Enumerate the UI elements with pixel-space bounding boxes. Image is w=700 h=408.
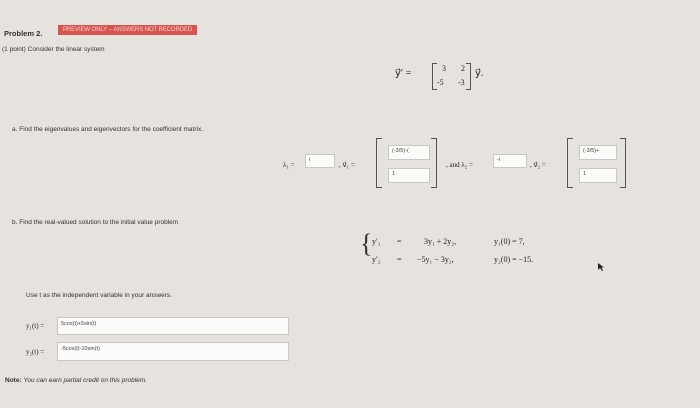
- matrix-a12: 2: [461, 64, 465, 73]
- system-brace: {: [360, 229, 373, 258]
- note-text: You can earn partial credit on this problem.: [23, 377, 147, 384]
- eq2-lhs: y′₂: [372, 255, 381, 264]
- lambda1-label: λ₁ =: [283, 161, 295, 169]
- and-lambda2-label: , and λ₂ =: [446, 161, 473, 169]
- preview-only-badge: PREVIEW ONLY -- ANSWERS NOT RECORDED: [58, 25, 197, 35]
- lambda2-input[interactable]: -i: [493, 154, 527, 168]
- eq1-equals: =: [397, 237, 402, 246]
- v2-bottom-input[interactable]: 1: [579, 168, 617, 183]
- v1-label: , v⃗₁ =: [339, 161, 355, 169]
- part-a-question: a. Find the eigenvalues and eigenvectors for the coefficient matrix.: [12, 126, 204, 133]
- y2-label: y₂(t) =: [26, 348, 45, 356]
- mouse-pointer-icon: [597, 262, 605, 272]
- v1-right-bracket: [431, 138, 437, 188]
- eq1-initial-condition: y₁(0) = 7,: [494, 237, 525, 246]
- part-b-question: b. Find the real-valued solution to the initial value problem: [12, 219, 179, 226]
- eq2-equals: =: [397, 255, 402, 264]
- independent-variable-instruction: Use t as the independent variable in your answers.: [26, 292, 172, 299]
- matrix-right-bracket: [466, 63, 471, 90]
- note-label: Note:: [5, 377, 22, 384]
- matrix-a22: -3: [458, 78, 465, 87]
- eq1-rhs: 3y₁ + 2y₂,: [424, 237, 457, 246]
- matrix-a21: -5: [437, 78, 444, 87]
- v2-top-input[interactable]: (-3/5)+: [579, 145, 617, 160]
- problem-intro: (1 point) Consider the linear system: [2, 46, 105, 53]
- y1-answer-input[interactable]: 5cos(t)+5sin(t): [57, 317, 289, 335]
- eq2-initial-condition: y₂(0) = −15.: [494, 255, 534, 264]
- system-rhs: y⃗.: [475, 68, 484, 79]
- v1-top-input[interactable]: (-3/5)-(: [388, 145, 430, 160]
- v1-bottom-input[interactable]: 1: [388, 168, 430, 183]
- v1-left-bracket: [376, 138, 382, 188]
- lambda1-input[interactable]: i: [305, 154, 335, 168]
- partial-credit-note: [5, 377, 147, 384]
- y1-label: y₁(t) =: [26, 322, 45, 330]
- v2-left-bracket: [567, 138, 573, 188]
- eq1-lhs: y′₁: [372, 237, 381, 246]
- eq2-rhs: −5y₁ − 3y₂,: [417, 255, 454, 264]
- v2-right-bracket: [620, 138, 626, 188]
- problem-title: Problem 2.: [4, 29, 43, 38]
- v2-label: , v⃗₂ =: [530, 161, 546, 169]
- system-lhs: y⃗′ =: [395, 68, 412, 79]
- matrix-a11: 3: [442, 64, 446, 73]
- y2-answer-input[interactable]: -5cos(t)-10sin(t): [57, 342, 289, 361]
